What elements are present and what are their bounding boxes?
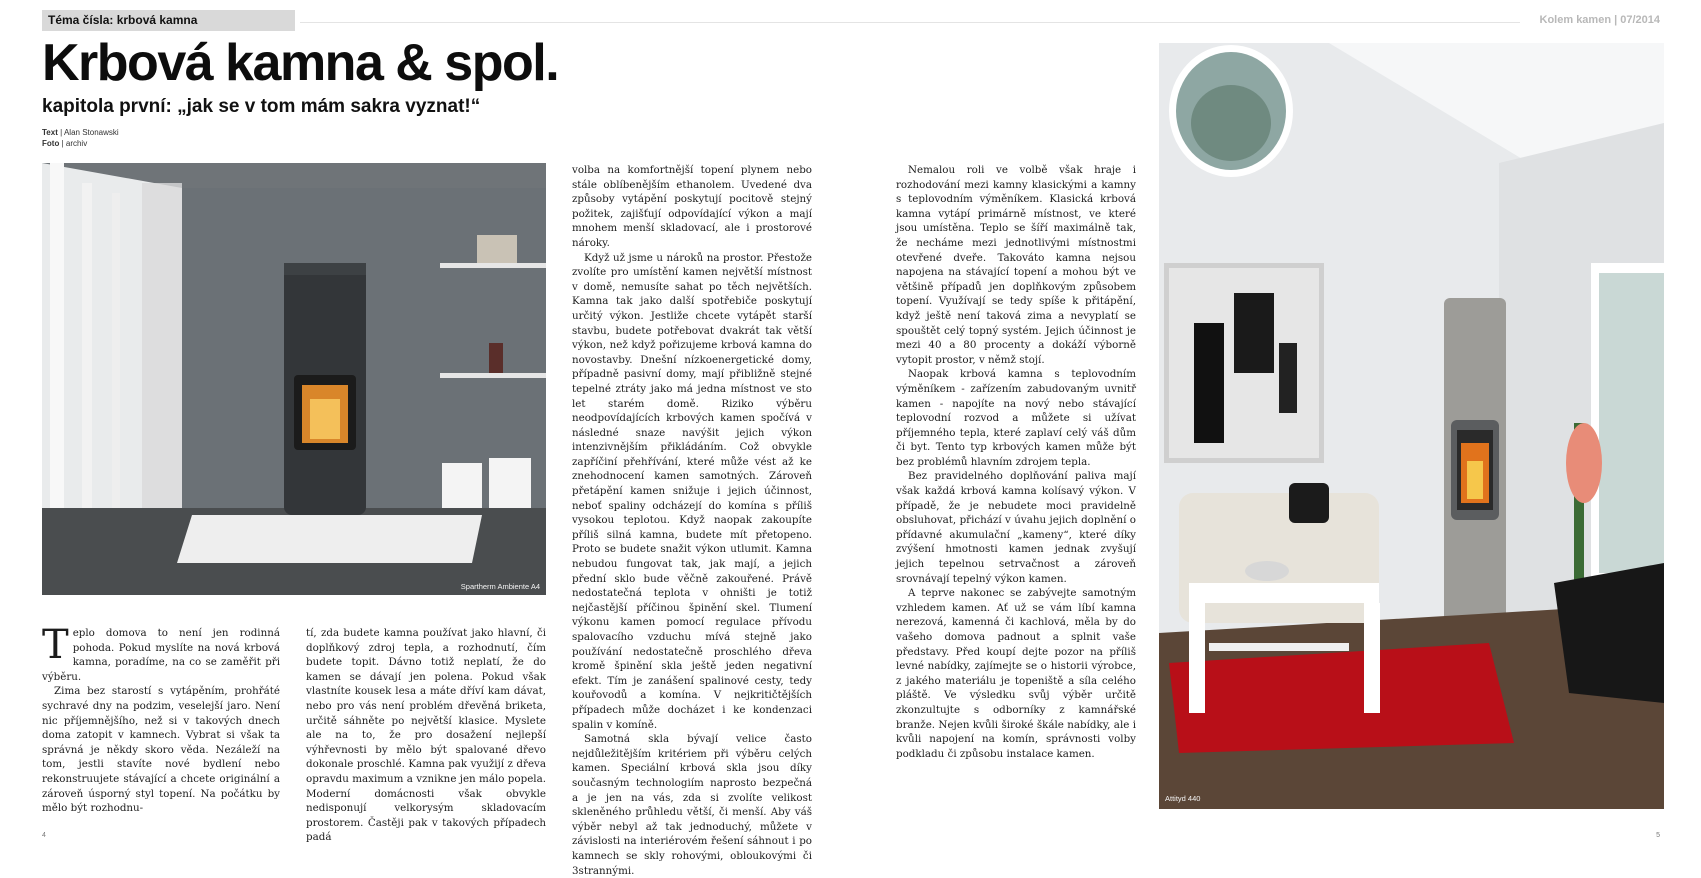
running-head: Kolem kamen | 07/2014 xyxy=(1539,14,1660,26)
paragraph: Naopak krbová kamna s teplovodním výměníkem - zařízením zabudovaným uvnitř kamen - napojíte na nový nebo stávající teplovodní rozvod a můžete si užívat příjemného tepla, které zaplaví celý váš dům či byt. Tento typ krbových kamen může být bez problémů hlavním zdrojem tepla. xyxy=(896,368,1136,468)
right-photo-caption: Attityd 440 xyxy=(1165,794,1201,803)
credit-photo-value: | archiv xyxy=(61,139,88,148)
left-photo xyxy=(42,163,546,595)
drop-cap: T xyxy=(42,622,69,668)
article-credits xyxy=(42,127,119,149)
text-column-2 xyxy=(306,626,546,845)
credit-text-label: Text xyxy=(42,128,58,137)
paragraph: Když už jsme u nároků na prostor. Přestože zvolíte pro umístění kamen největší místnost v domě, nemusíte sahat po těch největších. Kamna tak jako další spotřebiče poskytují určitý výkon. Jestliže chcete vytápět starší stavbu, budete potřebovat dvakrát tak větší výkon, než když pořizujeme krbová kamna do novostavby. Dnešní nízkoenergetické domy, případně pasivní domy, mají přibližně stejné tepelné ztráty jako má jedna místnost ve sto let starém domě. Riziko výběru neodpovídajících krbových kamen spočívá v následné snaze navýšit jejich výkon intenzivnějším přikládáním. Což obvykle zapříčiní přehřívání, které může vést až ke znehodnocení kamen samotných. Zároveň přetápění kamen snižuje i jejich účinnost, neboť spaliny odcházejí do komína s příliš vysokou teplotou. Když naopak zakoupíte příliš silná kamna, budete mít přetopeno. Proto se budete snažit výkon utlumit. Kamna nebudou fungovat tak, jak mají, a jejich přední sklo bude věčně zakouřené. Právě nedostatečná teplota v ohništi je totiž nejčastější příčinou špinění skel. Tlumení výkonu kamen pomocí regulace přívodu spalovacího vzduchu mívá stejně jako používání nedostatečně proschlého dřeva kromě špinění skla ještě jeden negativní efekt. Tím je zanášení spalinové cesty, tedy kouřovodů a komína. V nejkritičtějších případech může docházet i ke kondenzaci spalin v komíně. xyxy=(572,251,812,731)
credit-text-value: | Alan Stonawski xyxy=(60,128,119,137)
paragraph: A teprve nakonec se zabývejte samotným vzhledem kamen. Ať už se vám líbí kamna nerezová, kamenná či kachlová, měla by do vašeho domova padnout a splnit vaše představy. Před koupí dejte pozor na příliš levné nabídky, zajímejte se o historii výrobce, z jakého materiálu je topeniště a síla celého pláště. Ve výsledku svůj výběr určitě zkonzultujte s odborníky z kamnářské branže. Nejen kvůli široké škále nabídky, ale i kvůli napojení na komín, správnosti volby podkladu či způsobu instalace kamen. xyxy=(896,587,1136,760)
text-column-4 xyxy=(896,163,1136,761)
right-photo-illustration xyxy=(1159,43,1664,809)
text-column-1 xyxy=(42,622,280,816)
right-photo xyxy=(1159,43,1664,809)
credit-photo xyxy=(42,138,119,149)
article-subtitle: kapitola první: „jak se v tom mám sakra vyznat!“ xyxy=(42,96,481,117)
lead-paragraph xyxy=(42,622,280,684)
section-tag: Téma čísla: krbová kamna xyxy=(42,10,295,31)
paragraph: volba na komfortnější topení plynem nebo stále oblíbenějším ethanolem. Uvedené dva způsoby vytápění poskytují pocitově stejný požitek, zajišťují odpovídající výkon a mají mnohem menší skladovací, ale i prostorové nároky. xyxy=(572,164,812,249)
text-column-3 xyxy=(572,163,812,878)
paragraph: Zima bez starostí s vytápěním, prohřáté sychravé dny na podzim, veselejší jaro. Není nic příjemnějšího, než si v takových dnech doma zatopit v kamnech. Vybrat si však ta správná je někdy skoro věda. Nezáleží na tom, jestli stavíte nové bydlení nebo rekonstruujete stávající a chcete originální a zároveň úsporný styl topení. Na počátku by mělo být rozhodnu- xyxy=(42,685,280,815)
page-number-right: 5 xyxy=(1656,832,1660,839)
lead-text: eplo domova to není jen rodinná pohoda. Pokud myslíte na nová krbová kamna, poradíme, na co se zaměřit při výběru. xyxy=(42,627,280,683)
paragraph: Bez pravidelného doplňování paliva mají však každá krbová kamna kolísavý výkon. V případě, že je nebudete moci pravidelně obsluhovat, přichází v úvahu jejich doplnění o přídavné akumulační „kameny“, které díky zvýšení hmotnosti kamen jednak zvyšují jejich tepelnou setrvačnost a zároveň srovnávají tepelný výkon kamen. xyxy=(896,470,1136,585)
left-photo-caption: Spartherm Ambiente A4 xyxy=(460,582,540,591)
credit-text xyxy=(42,127,119,138)
paragraph: Samotná skla bývají velice často nejdůležitějším kritériem při výběru celých kamen. Speciální krbová skla jsou díky současným technologiím naprosto bezpečná a je jen na vás, zda si zvolíte velikost skleněného průhledu větší, či menší. Aby váš výběr nebyl až tak jednoduchý, můžete v závislosti na interiérovém řešení sáhnout i po kamnech se skly rohovými, obloukovými či 3strannými. xyxy=(572,733,812,877)
paragraph: tí, zda budete kamna používat jako hlavní, či doplňkový zdroj tepla, a rozhodnutí, čím budete topit. Dávno totiž neplatí, že do kamen se dávají jen polena. Pokud však vlastníte kousek lesa a máte dříví kam dávat, nebo pro vás není problém dřevěná briketa, určitě sáhněte po největší klasice. Myslete ale na to, že pro dosažení nejlepší výhřevnosti by mělo být spalované dřevo dokonale proschlé. Kamna pak využijí z dřeva opravdu maximum a vznikne jen málo popela. Moderní domácnosti však obvykle nedisponují velkorysým skladovacím prostorem. Častěji pak v takových případech padá xyxy=(306,627,546,844)
article-title: Krbová kamna & spol. xyxy=(42,34,559,92)
header-rule-right xyxy=(860,22,1520,23)
credit-photo-label: Foto xyxy=(42,139,60,148)
left-photo-illustration xyxy=(42,163,546,595)
page-number-left: 4 xyxy=(42,832,46,839)
paragraph: Nemalou roli ve volbě však hraje i rozhodování mezi kamny klasickými a kamny s teplovodním výměníkem. Klasická krbová kamna vytápí primárně místnost, ve které jsou umístěna. Teplo se šíří maximálně tak, že necháme mezi jednotlivými místnostmi otevřené dveře. Takováto kamna nejsou napojena na stávající topení a mohou být ve většině případů jen doplňkovým způsobem topení. Využívají se tedy spíše k přitápění, když ještě není taková zima a nevyplatí se spouštět celý topný systém. Jejich účinnost je mezi 40 a 80 procenty a dokáží výborně vytopit prostor, v němž stojí. xyxy=(896,164,1136,366)
